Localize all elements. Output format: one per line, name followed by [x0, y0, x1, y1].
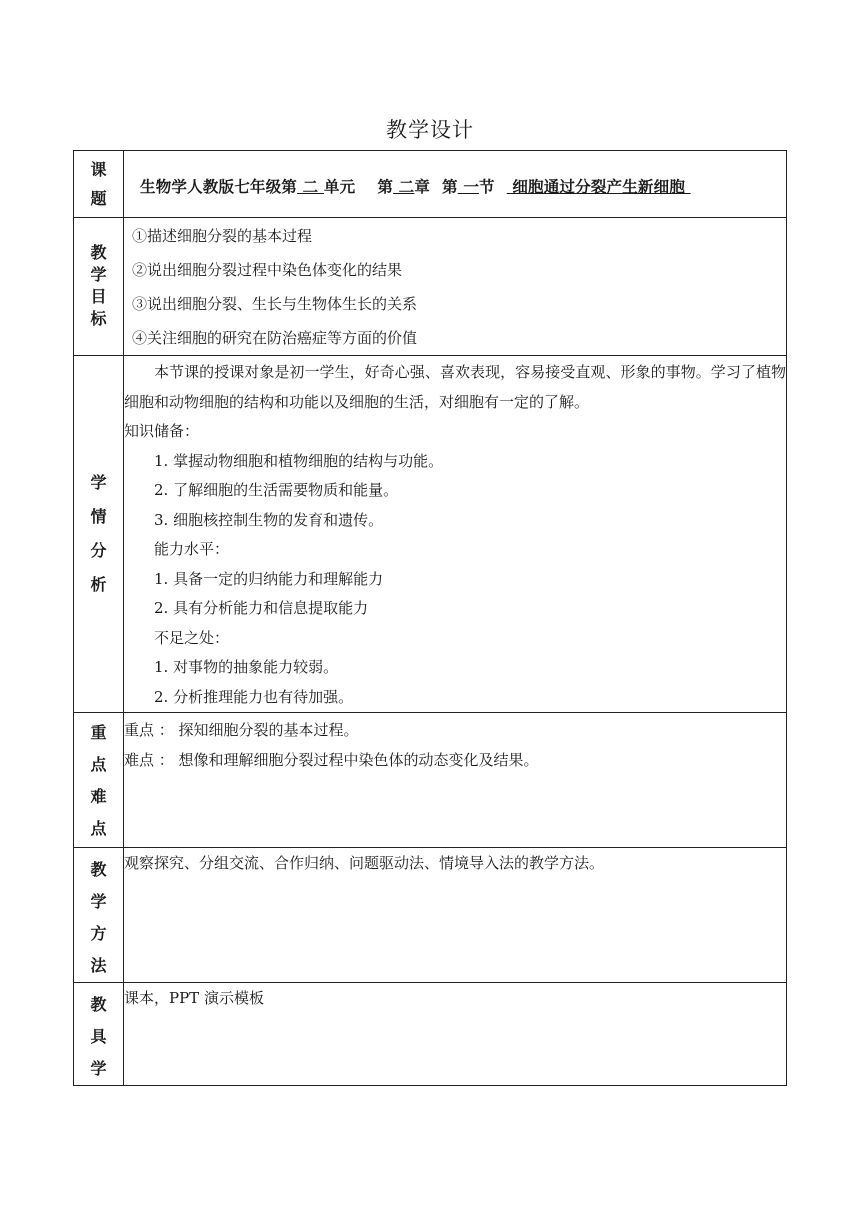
label-char: 难	[90, 787, 107, 806]
knowledge-item: 2. 了解细胞的生活需要物质和能量。	[154, 481, 399, 499]
label-char: 法	[90, 956, 107, 975]
knowledge-item: 3. 细胞核控制生物的发育和遗传。	[154, 510, 384, 529]
label-char: 点	[90, 819, 107, 838]
lesson-plan-table	[73, 150, 787, 1086]
topic-section-prefix: 第	[442, 178, 458, 196]
label-char: 析	[90, 575, 107, 594]
label-topic	[74, 151, 124, 218]
label-char: 学	[90, 265, 107, 284]
ability-item: 1. 具备一定的归纳能力和理解能力	[154, 569, 384, 588]
difficult-point: 难点 ： 想像和理解细胞分裂过程中染色体的动态变化及结果。	[124, 751, 539, 769]
label-char: 标	[90, 309, 107, 328]
weakness-item: 1. 对事物的抽象能力较弱。	[154, 658, 339, 676]
methods-content	[124, 848, 787, 983]
label-char: 课	[90, 160, 107, 179]
label-char: 情	[90, 507, 107, 526]
knowledge-heading: 知识储备：	[124, 422, 200, 440]
weakness-heading: 不足之处：	[154, 628, 230, 647]
methods-text: 观察探究、分组交流、合作归纳、问题驱动法、情境导入法的教学方法。	[124, 854, 605, 872]
label-char: 点	[90, 755, 107, 774]
label-char: 重	[90, 723, 107, 742]
label-char: 目	[90, 287, 107, 306]
key-points-content	[124, 713, 787, 848]
ability-heading: 能力水平：	[154, 540, 230, 558]
label-tools	[74, 983, 124, 1086]
topic-line	[124, 151, 786, 203]
key-point: 重点 ： 探知细胞分裂的基本过程。	[124, 721, 359, 739]
topic-chapter-word: 章	[414, 178, 431, 196]
knowledge-item: 1. 掌握动物细胞和植物细胞的结构与功能。	[154, 451, 444, 470]
goal-item: ①描述细胞分裂的基本过程	[132, 227, 313, 245]
topic-section-no: 一	[457, 178, 480, 196]
label-char: 学	[90, 1059, 107, 1078]
label-char: 教	[90, 995, 107, 1014]
label-char: 题	[90, 189, 107, 208]
topic-lesson-title: 细胞通过分裂产生新细胞	[506, 178, 691, 196]
document-title: 教学设计	[386, 118, 474, 142]
topic-section-word: 节	[479, 178, 495, 196]
label-goals	[74, 218, 124, 356]
label-char: 教	[90, 860, 107, 879]
row-tools	[74, 983, 787, 1086]
topic-unit-no: 二	[297, 178, 324, 196]
label-methods	[74, 848, 124, 983]
row-topic	[74, 151, 787, 218]
student-intro: 本节课的授课对象是初一学生，好奇心强、喜欢表现，容易接受直观、形象的事物。学习了植物细胞和动物细胞的结构和功能以及细胞的生活，对细胞有一定的了解。	[124, 363, 786, 411]
topic-content	[124, 151, 787, 218]
goal-item: ③说出细胞分裂、生长与生物体生长的关系	[132, 295, 418, 313]
topic-chapter-prefix: 第	[377, 178, 394, 196]
label-char: 具	[90, 1027, 107, 1046]
tools-text: 课本，PPT 演示模板	[124, 989, 264, 1007]
goal-item: ④关注细胞的研究在防治癌症等方面的价值	[132, 329, 418, 347]
topic-subject: 生物学人教版七年级第	[140, 178, 298, 196]
row-key-points	[74, 713, 787, 848]
topic-unit-word: 单元	[323, 178, 356, 196]
row-methods	[74, 848, 787, 983]
topic-chapter-no: 二	[393, 178, 415, 196]
label-key-points	[74, 713, 124, 848]
goal-item: ②说出细胞分裂过程中染色体变化的结果	[132, 261, 403, 279]
row-student-analysis	[74, 356, 787, 713]
tools-content	[124, 983, 787, 1086]
student-analysis-content	[124, 356, 787, 713]
row-goals	[74, 218, 787, 356]
label-char: 学	[90, 892, 107, 911]
label-student-analysis	[74, 356, 124, 713]
ability-item: 2. 具有分析能力和信息提取能力	[154, 599, 369, 617]
goals-content	[124, 218, 787, 356]
weakness-item: 2. 分析推理能力也有待加强。	[154, 687, 354, 706]
label-char: 教	[90, 243, 107, 262]
label-char: 分	[90, 541, 107, 560]
label-char: 方	[90, 924, 107, 943]
label-char: 学	[90, 473, 107, 492]
